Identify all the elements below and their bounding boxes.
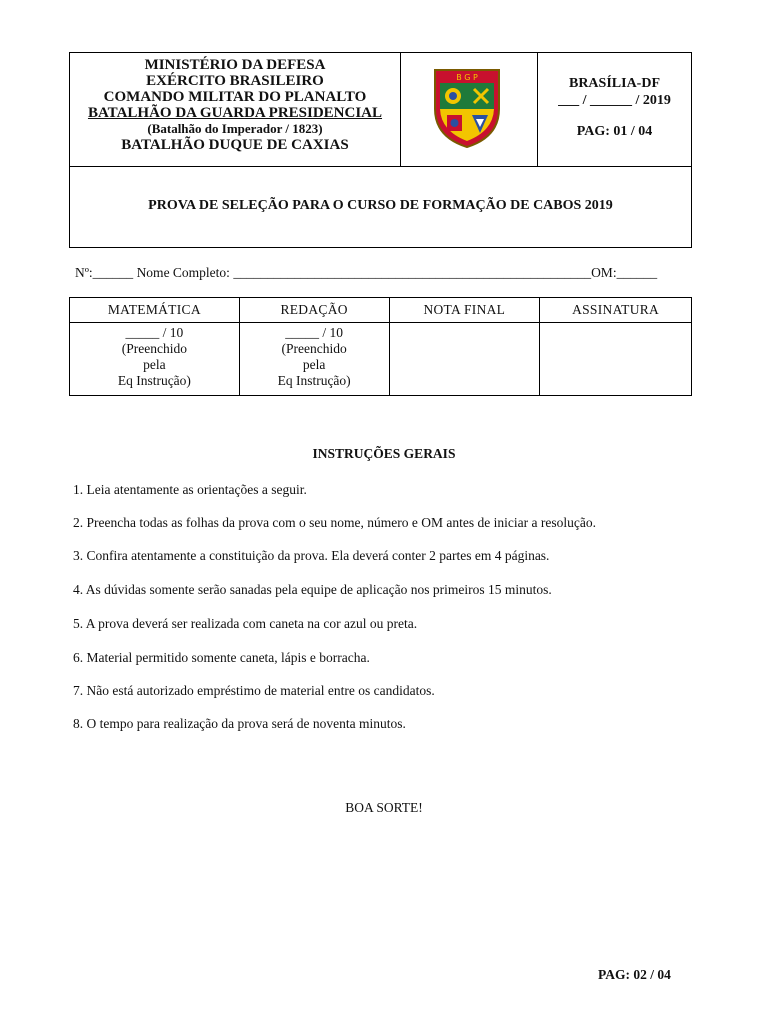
nota-final-cell[interactable] bbox=[389, 323, 540, 396]
instruction-item: 1. Leia atentamente as orientações a seguir. bbox=[73, 482, 307, 497]
note-line: pela bbox=[302, 357, 326, 372]
om-field[interactable]: OM:______ bbox=[591, 265, 658, 280]
assinatura-cell[interactable] bbox=[540, 323, 692, 396]
note-line: pela bbox=[143, 357, 166, 372]
grades-header-row bbox=[70, 298, 692, 323]
location-block bbox=[537, 75, 692, 140]
note-line: (Preenchido bbox=[281, 341, 347, 356]
header-nota-final: NOTA FINAL bbox=[389, 298, 540, 323]
name-field[interactable]: _____________________________________________________ bbox=[233, 265, 592, 280]
matematica-cell[interactable] bbox=[70, 323, 240, 396]
score-line: _____ / 10 bbox=[285, 325, 344, 340]
ministry-line: MINISTÉRIO DA DEFESA bbox=[144, 57, 326, 73]
grades-value-row bbox=[70, 323, 692, 396]
battalion-line: BATALHÃO DA GUARDA PRESIDENCIAL bbox=[87, 105, 383, 121]
candidate-line bbox=[75, 265, 657, 281]
date-line: ___ / ______ / 2019 bbox=[558, 93, 671, 108]
instruction-item: 6. Material permitido somente caneta, lápis e borracha. bbox=[73, 650, 370, 665]
header-assinatura: ASSINATURA bbox=[540, 298, 692, 323]
name-label: Nome Completo: bbox=[136, 265, 230, 280]
header-box bbox=[69, 52, 692, 248]
crest-text: B G P bbox=[456, 73, 478, 82]
header-redacao: REDAÇÃO bbox=[239, 298, 389, 323]
score-line: _____ / 10 bbox=[125, 325, 184, 340]
instruction-item: 7. Não está autorizado empréstimo de material entre os candidatos. bbox=[73, 683, 435, 698]
location: BRASÍLIA-DF bbox=[568, 76, 660, 91]
instruction-item: 4. As dúvidas somente serão sanadas pela equipe de aplicação nos primeiros 15 minutos. bbox=[73, 582, 552, 597]
instruction-item: 5. A prova deverá ser realizada com caneta na cor azul ou preta. bbox=[73, 616, 418, 631]
institution-block bbox=[70, 57, 400, 153]
header-divider bbox=[70, 166, 691, 167]
header-divider bbox=[400, 53, 401, 166]
number-field[interactable]: Nº:______ bbox=[75, 265, 134, 280]
bgp-crest-icon bbox=[432, 67, 502, 149]
page-number-footer: PAG: 02 / 04 bbox=[598, 967, 671, 982]
note-line: Eq Instrução) bbox=[117, 373, 191, 388]
command-line: COMANDO MILITAR DO PLANALTO bbox=[103, 89, 367, 105]
exam-title: PROVA DE SELEÇÃO PARA O CURSO DE FORMAÇÃO DE CABOS 2019 bbox=[148, 198, 613, 213]
closing-text: BOA SORTE! bbox=[345, 800, 423, 815]
instruction-item: 2. Preencha todas as folhas da prova com o seu nome, número e OM antes de iniciar a resolução. bbox=[73, 515, 596, 530]
note-line: Eq Instrução) bbox=[277, 373, 351, 388]
instruction-item: 8. O tempo para realização da prova será de noventa minutos. bbox=[73, 716, 406, 731]
instruction-item: 3. Confira atentamente a constituição da prova. Ela deverá conter 2 partes em 4 páginas. bbox=[73, 548, 550, 563]
instructions-title: INSTRUÇÕES GERAIS bbox=[312, 446, 456, 461]
redacao-cell[interactable] bbox=[239, 323, 389, 396]
grades-table bbox=[69, 297, 692, 396]
army-line: EXÉRCITO BRASILEIRO bbox=[146, 73, 324, 89]
header-matematica: MATEMÁTICA bbox=[70, 298, 240, 323]
battalion-name-line: BATALHÃO DUQUE DE CAXIAS bbox=[121, 137, 349, 153]
note-line: (Preenchido bbox=[121, 341, 187, 356]
battalion-subtitle: (Batalhão do Imperador / 1823) bbox=[147, 121, 323, 136]
page-number-top: PAG: 01 / 04 bbox=[576, 124, 653, 139]
